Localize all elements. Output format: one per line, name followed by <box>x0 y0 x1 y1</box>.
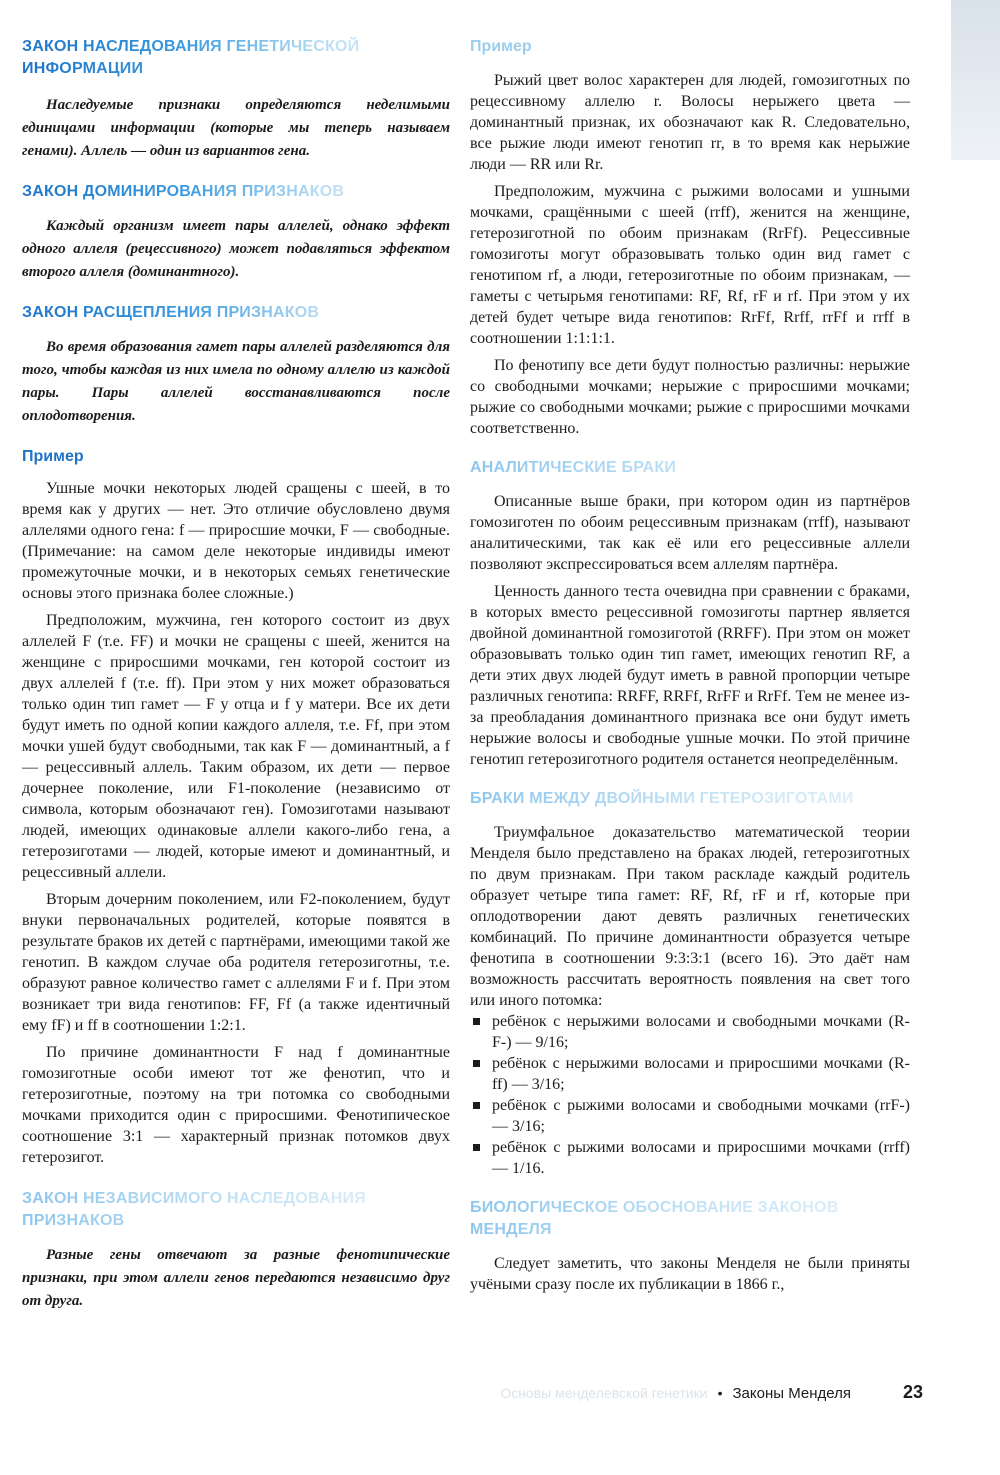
heading-law-segregation: ЗАКОН РАСЩЕПЛЕНИЯ ПРИЗНАКОВ <box>22 302 450 324</box>
law-segregation-text: Во время образования гамет пары аллелей разделяются для того, чтобы каждая из них имела по одному аллелю из каждой пары. Пары аллелей восстанавливаются после оплодотворения. <box>22 339 450 424</box>
heading-analytic-marriages: АНАЛИТИЧЕСКИЕ БРАКИ <box>470 457 910 479</box>
heading-biological-basis: БИОЛОГИЧЕСКОЕ ОБОСНОВАНИЕ ЗАКОНОВ МЕНДЕЛЯ <box>470 1197 910 1241</box>
heading-law-inheritance: ЗАКОН НАСЛЕДОВАНИЯ ГЕНЕТИЧЕСКОЙ ИНФОРМАЦИИ <box>22 36 450 80</box>
probability-list <box>470 1011 910 1179</box>
page-edge-shadow <box>951 0 1000 160</box>
page-footer <box>500 1382 923 1406</box>
paragraph: По причине доминантности F над f доминантные гомозиготные особи имеют тот же фенотип, что и гетерозиготные, поэтому на три потомка со свободными мочками приходится один с приросшими. Фенотипическое соотношение 3:1 — характерный признак потомков двух гетерозигот. <box>22 1044 450 1166</box>
paragraph: Следует заметить, что законы Менделя не были приняты учёными сразу после их публикации в 1866 г., <box>470 1255 910 1293</box>
heading-double-heterozygotes: БРАКИ МЕЖДУ ДВОЙНЫМИ ГЕТЕРОЗИГОТАМИ <box>470 788 910 810</box>
paragraph: Рыжий цвет волос характерен для людей, гомозиготных по рецессивному аллелю r. Волосы нерыжего цвета — доминантный признак, их обозначают как R. Следовательно, все рыжие люди имеют генотип rr, в то время как нерыжие люди — RR или Rr. <box>470 72 910 173</box>
law-inheritance-text: Наследуемые признаки определяются неделимыми единицами информации (которые мы теперь называем генами). Аллель — один из вариантов гена. <box>22 97 450 159</box>
paragraph: По фенотипу все дети будут полностью различны: нерыжие со свободными мочками; нерыжие с приросшими мочками; рыжие со свободными мочками; рыжие с приросшими мочками соответственно. <box>470 357 910 437</box>
right-column <box>470 36 910 1295</box>
law-independent-text: Разные гены отвечают за разные фенотипические признаки, при этом аллели генов передаются независимо друг от друга. <box>22 1247 450 1309</box>
paragraph: Описанные выше браки, при котором один из партнёров гомозиготен по обоим рецессивным признакам (rrff), называют аналитическими, так как её или его рецессивные аллели позволяют экспрессироваться всем аллелям партнёра. <box>470 493 910 573</box>
heading-law-dominance: ЗАКОН ДОМИНИРОВАНИЯ ПРИЗНАКОВ <box>22 181 450 203</box>
footer-chapter-title: Законы Менделя <box>732 1385 851 1402</box>
footer-book-title: Основы менделевской генетики <box>500 1385 708 1401</box>
footer-bullet-icon: • <box>717 1385 723 1401</box>
law-dominance-text: Каждый организм имеет пары аллелей, однако эффект одного аллеля (рецессивного) может подавляться эффектом второго аллеля (доминантного). <box>22 218 450 280</box>
paragraph: Вторым дочерним поколением, или F2-поколением, будут внуки первоначальных родителей, которые появятся в результате браков их детей с партнёрами, имеющими такой же генотип. В каждом случае оба родителя гетерозиготны, т.е. образуют равное количество гамет с аллелями F и f. При этом возникает три вида генотипов: FF, Ff (а также идентичный ему fF) и ff в соотношении 1:2:1. <box>22 891 450 1034</box>
paragraph: Ценность данного теста очевидна при сравнении с браками, в которых вместо рецессивной гомозиготы партнер является двойной доминантной гомозиготой (RRFF). При этом он может образовывать только один тип гамет, имеющих генотип RF, а дети этих двух людей будут иметь в равной пропорции четыре различных генотипа: RRFF, RRFf, RrFF и RrFf. Тем не менее из-за преобладания доминантного признака все они будут иметь нерыжие волосы и свободные ушные мочки. По этой причине генотип гетерозиготного родителя останется неопределённым. <box>470 583 910 768</box>
example-heading-right: Пример <box>470 38 532 55</box>
list-item: ребёнок с нерыжими волосами и приросшими мочками (R-ff) — 3/16; <box>470 1053 910 1095</box>
paragraph: Триумфальное доказательство математической теории Менделя было представлено на браках людей, гетерозиготных по двум признакам. При таком раскладе каждый родитель образует четыре типа гамет: RF, Rf, rF и rf, которые при оплодотворении дают девять различных генетических комбинаций. По причине доминантности образуется четыре фенотипа в соотношении 9:3:3:1 (всего 16). Это даёт нам возможность рассчитать вероятность появления на свет того или иного потомка: <box>470 824 910 1009</box>
list-item: ребёнок с рыжими волосами и свободными мочками (rrF-) — 3/16; <box>470 1095 910 1137</box>
list-item: ребёнок с рыжими волосами и приросшими мочками (rrff) — 1/16. <box>470 1137 910 1179</box>
paragraph: Предположим, мужчина, ген которого состоит из двух аллелей F (т.е. FF) и мочки не сращены с шеей, женится на женщине с приросшими мочками, ген которой состоит из двух аллелей f (т.е. ff). При этом у них может образоваться только один тип гамет — F у отца и f у матери. Все их дети будут иметь по одной копии каждого аллеля, т.е. Ff, при этом мочки ушей будут свободными, так как F — доминантный, а f — рецессивный аллель. Таким образом, их дети — первое дочернее поколение, или F1-поколение (независимо от символа, которым обозначают ген). Гомозиготами называют людей, имеющих одинаковые аллели какого-либо гена, а гетерозиготами — людей, которые имеют и доминантный, и рецессивный аллели. <box>22 612 450 881</box>
paragraph: Предположим, мужчина с рыжими волосами и ушными мочками, сращёнными с шеей (rrff), женится на женщине, гетерозиготной по обоим признакам (RrFf). Рецессивные гомозиготы могут образовывать только один вид гамет с генотипом rf, а люди, гетерозиготные по обоим признакам, — гаметы с четырьмя генотипами: RF, Rf, rF и rf. При этом у их детей будет четыре вида генотипов: RrFf, Rrff, rrFf и rrff в соотношении 1:1:1:1. <box>470 183 910 347</box>
page-number: 23 <box>902 1382 923 1402</box>
example-heading-left: Пример <box>22 448 84 465</box>
heading-law-independent: ЗАКОН НЕЗАВИСИМОГО НАСЛЕДОВАНИЯ ПРИЗНАКОВ <box>22 1188 450 1232</box>
left-column <box>22 36 450 1313</box>
paragraph: Ушные мочки некоторых людей сращены с шеей, в то время как у других — нет. Это отличие обусловлено двумя аллелями одного гена: f — приросшие мочки, F — свободные. (Примечание: на самом деле некоторые индивиды имеют промежуточные мочки, и в некоторых семьях генетические основы этого признака более сложные.) <box>22 480 450 602</box>
list-item: ребёнок с нерыжими волосами и свободными мочками (R-F-) — 9/16; <box>470 1011 910 1053</box>
